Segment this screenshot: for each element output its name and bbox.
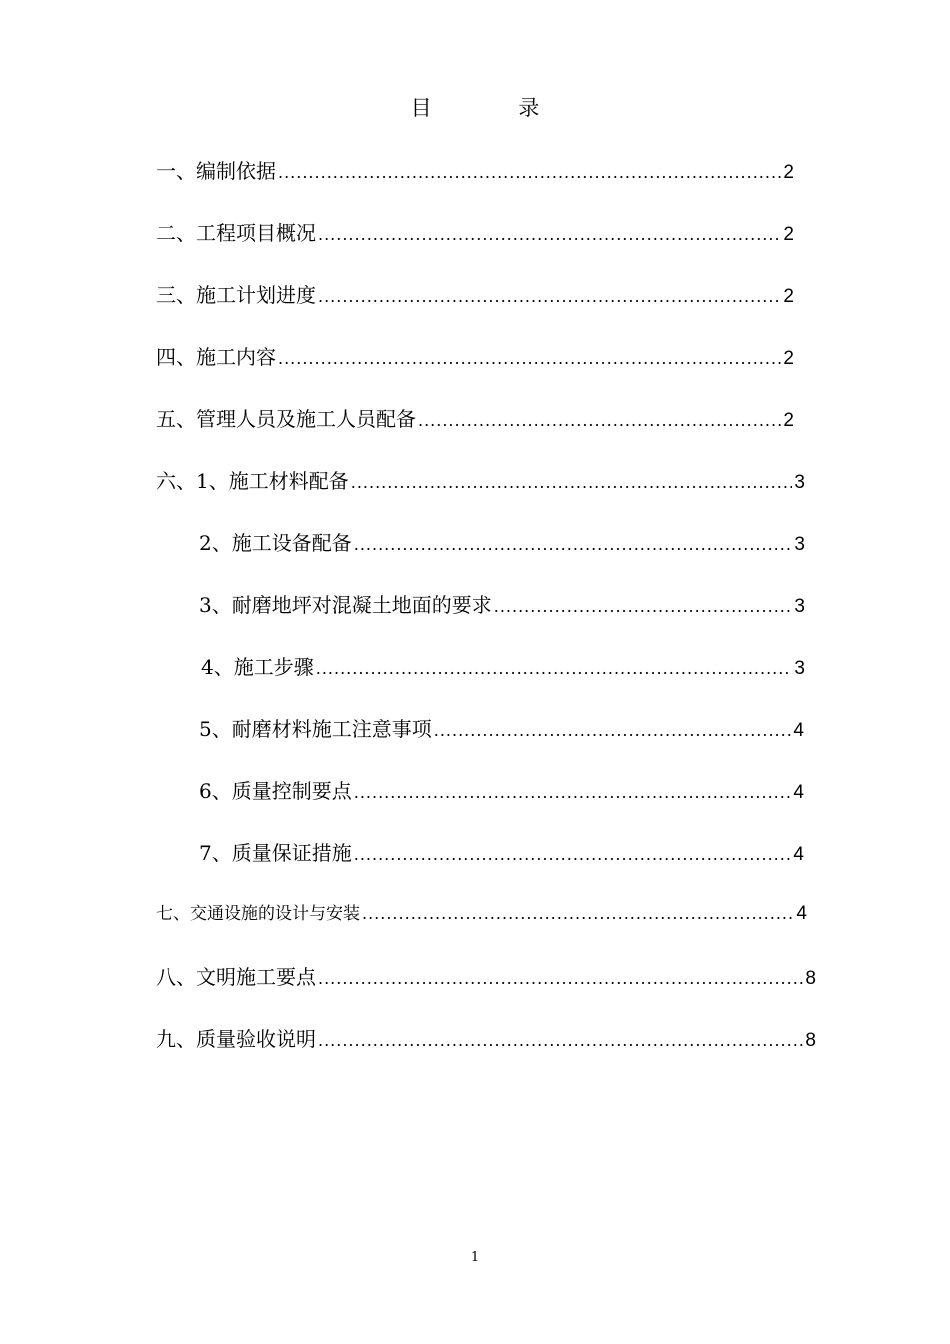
toc-dot-leader [354, 783, 792, 802]
toc-entry-page: 2 [783, 224, 794, 245]
toc-dot-leader [351, 473, 793, 492]
toc-dot-leader [318, 969, 803, 988]
toc-entry[interactable] [199, 837, 804, 867]
toc-dot-leader [354, 845, 792, 864]
toc-entry[interactable] [156, 155, 794, 185]
toc-entry[interactable] [156, 217, 794, 247]
toc-entry-page: 4 [793, 782, 804, 803]
toc-entry-label: 5、耐磨材料施工注意事项 [199, 717, 432, 741]
toc-entry[interactable] [156, 279, 794, 309]
toc-dot-leader [494, 597, 793, 616]
toc-entry-label: 六、1、施工材料配备 [156, 469, 349, 493]
toc-entry-page: 2 [783, 348, 794, 369]
toc-entry-label: 八、文明施工要点 [156, 965, 316, 989]
toc-entry-page: 2 [783, 410, 794, 431]
toc-dot-leader [434, 721, 792, 740]
toc-entry-page: 8 [805, 1030, 816, 1051]
toc-entry-label: 7、质量保证措施 [199, 841, 352, 865]
toc-entry-label: 3、耐磨地坪对混凝土地面的要求 [199, 593, 492, 617]
toc-entry-label: 四、施工内容 [156, 345, 276, 369]
toc-entry[interactable] [156, 961, 816, 991]
toc-entry-page: 8 [805, 968, 816, 989]
toc-dot-leader [418, 411, 781, 430]
toc-entry[interactable] [199, 713, 804, 743]
toc-entry-label: 三、施工计划进度 [156, 283, 316, 307]
toc-entry-label: 2、施工设备配备 [199, 531, 352, 555]
toc-entry-page: 2 [783, 162, 794, 183]
page-number: 1 [470, 1250, 480, 1265]
toc-entry-page: 3 [794, 658, 805, 679]
toc-dot-leader [318, 225, 781, 244]
toc-entry[interactable] [156, 1023, 816, 1053]
toc-dot-leader [316, 659, 793, 678]
toc-dot-leader [278, 349, 781, 368]
toc-entry[interactable] [156, 403, 794, 433]
toc-entry[interactable] [199, 527, 805, 557]
toc-entry-label: 4、施工步骤 [201, 655, 314, 679]
document-title: 目 录 [410, 96, 580, 120]
toc-entry[interactable] [156, 899, 807, 929]
toc-entry[interactable] [201, 651, 805, 681]
toc-entry[interactable] [199, 589, 805, 619]
toc-entry[interactable] [156, 341, 794, 371]
toc-entry[interactable] [199, 775, 804, 805]
toc-dot-leader [354, 535, 793, 554]
toc-entry-page: 3 [794, 472, 805, 493]
toc-entry-page: 4 [793, 720, 804, 741]
toc-entry-label: 五、管理人员及施工人员配备 [156, 407, 416, 431]
toc-dot-leader [362, 904, 794, 923]
toc-entry-page: 2 [783, 286, 794, 307]
toc-entry-label: 九、质量验收说明 [156, 1027, 316, 1051]
toc-dot-leader [278, 163, 781, 182]
toc-entry-page: 3 [794, 534, 805, 555]
toc-entry-label: 七、交通设施的设计与安装 [156, 904, 360, 924]
toc-entry-page: 3 [794, 596, 805, 617]
toc-entry-label: 二、工程项目概况 [156, 221, 316, 245]
toc-entry[interactable] [156, 465, 805, 495]
toc-dot-leader [318, 287, 781, 306]
toc-entry-page: 4 [793, 844, 804, 865]
toc-entry-label: 一、编制依据 [156, 159, 276, 183]
toc-entry-label: 6、质量控制要点 [199, 779, 352, 803]
toc-dot-leader [318, 1031, 803, 1050]
toc-entry-page: 4 [796, 903, 807, 924]
